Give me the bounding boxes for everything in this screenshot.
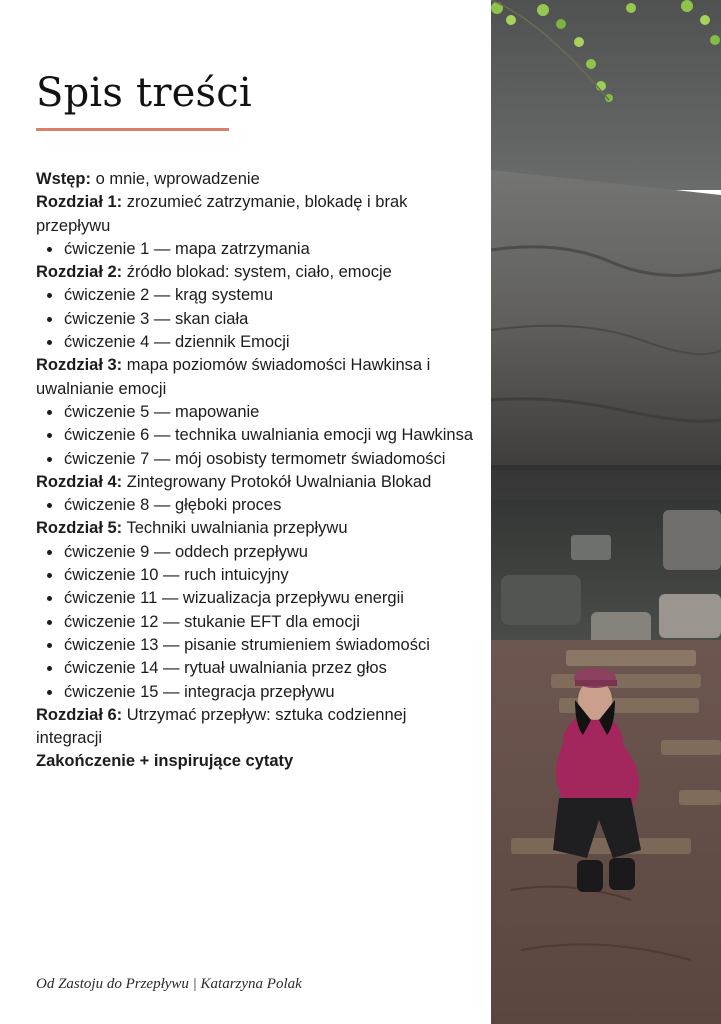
exercise-item: ćwiczenie 10 — ruch intuicyjny bbox=[36, 564, 476, 587]
exercise-item: ćwiczenie 3 — skan ciała bbox=[36, 308, 476, 331]
exercise-item: ćwiczenie 6 — technika uwalniania emocji wg Hawkinsa bbox=[36, 424, 476, 447]
chapter-text: mapa poziomów świadomości Hawkinsa i uwalnianie emocji bbox=[36, 356, 431, 398]
toc-closing bbox=[36, 750, 476, 773]
exercise-item: ćwiczenie 2 — krąg systemu bbox=[36, 284, 476, 307]
exercise-list bbox=[36, 541, 476, 704]
exercise-list bbox=[36, 238, 476, 261]
chapter-text: Zintegrowany Protokół Uwalniania Blokad bbox=[122, 472, 432, 491]
exercise-item: ćwiczenie 5 — mapowanie bbox=[36, 401, 476, 424]
wooden-step bbox=[551, 674, 701, 688]
exercise-list bbox=[36, 494, 476, 517]
page-title: Spis treści bbox=[36, 70, 252, 116]
chapter-label: Rozdział 4: bbox=[36, 472, 123, 491]
exercise-item: ćwiczenie 7 — mój osobisty termometr świadomości bbox=[36, 448, 476, 471]
toc-chapter-2 bbox=[36, 261, 476, 284]
toc-chapter-1 bbox=[36, 191, 476, 238]
chapter-label: Rozdział 5: bbox=[36, 519, 123, 538]
footer-credit: Od Zastoju do Przepływu | Katarzyna Polak bbox=[36, 976, 302, 992]
toc-chapter-4 bbox=[36, 471, 476, 494]
toc-chapter-3 bbox=[36, 354, 476, 401]
rock-ceiling bbox=[491, 0, 721, 190]
toc-intro bbox=[36, 168, 476, 191]
toc-intro-label: Wstęp: bbox=[36, 170, 91, 188]
chapter-label: Rozdział 6: bbox=[36, 705, 123, 724]
chapter-text: Utrzymać przepływ: sztuka codziennej integracji bbox=[36, 705, 407, 748]
rock-overhang bbox=[491, 170, 721, 470]
chapter-text: zrozumieć zatrzymanie, blokadę i brak przepływu bbox=[36, 193, 408, 235]
exercise-item: ćwiczenie 14 — rytuał uwalniania przez głos bbox=[36, 657, 476, 680]
exercise-list bbox=[36, 401, 476, 471]
chapter-label: Rozdział 3: bbox=[36, 356, 123, 375]
toc-chapter-6 bbox=[36, 704, 476, 751]
toc-intro-text: o mnie, wprowadzenie bbox=[91, 170, 260, 188]
exercise-item: ćwiczenie 8 — głęboki proces bbox=[36, 494, 476, 517]
cave-photo bbox=[491, 0, 721, 1024]
toc-chapter-5 bbox=[36, 517, 476, 540]
chapter-label: Rozdział 1: bbox=[36, 193, 123, 212]
exercise-item: ćwiczenie 9 — oddech przepływu bbox=[36, 541, 476, 564]
exercise-item: ćwiczenie 1 — mapa zatrzymania bbox=[36, 238, 476, 261]
wooden-step bbox=[566, 650, 696, 666]
wooden-step bbox=[511, 838, 691, 854]
exercise-item: ćwiczenie 12 — stukanie EFT dla emocji bbox=[36, 611, 476, 634]
exercise-item: ćwiczenie 13 — pisanie strumieniem świadomości bbox=[36, 634, 476, 657]
exercise-list bbox=[36, 284, 476, 354]
table-of-contents bbox=[36, 168, 476, 774]
title-underline bbox=[36, 128, 229, 131]
chapter-label: Rozdział 2: bbox=[36, 263, 123, 282]
exercise-item: ćwiczenie 11 — wizualizacja przepływu energii bbox=[36, 587, 476, 610]
exercise-item: ćwiczenie 15 — integracja przepływu bbox=[36, 681, 476, 704]
closing-label: Zakończenie + inspirujące cytaty bbox=[36, 752, 294, 771]
chapter-text: Techniki uwalniania przepływu bbox=[122, 519, 348, 538]
chapter-text: źródło blokad: system, ciało, emocje bbox=[122, 263, 392, 282]
exercise-item: ćwiczenie 4 — dziennik Emocji bbox=[36, 331, 476, 354]
